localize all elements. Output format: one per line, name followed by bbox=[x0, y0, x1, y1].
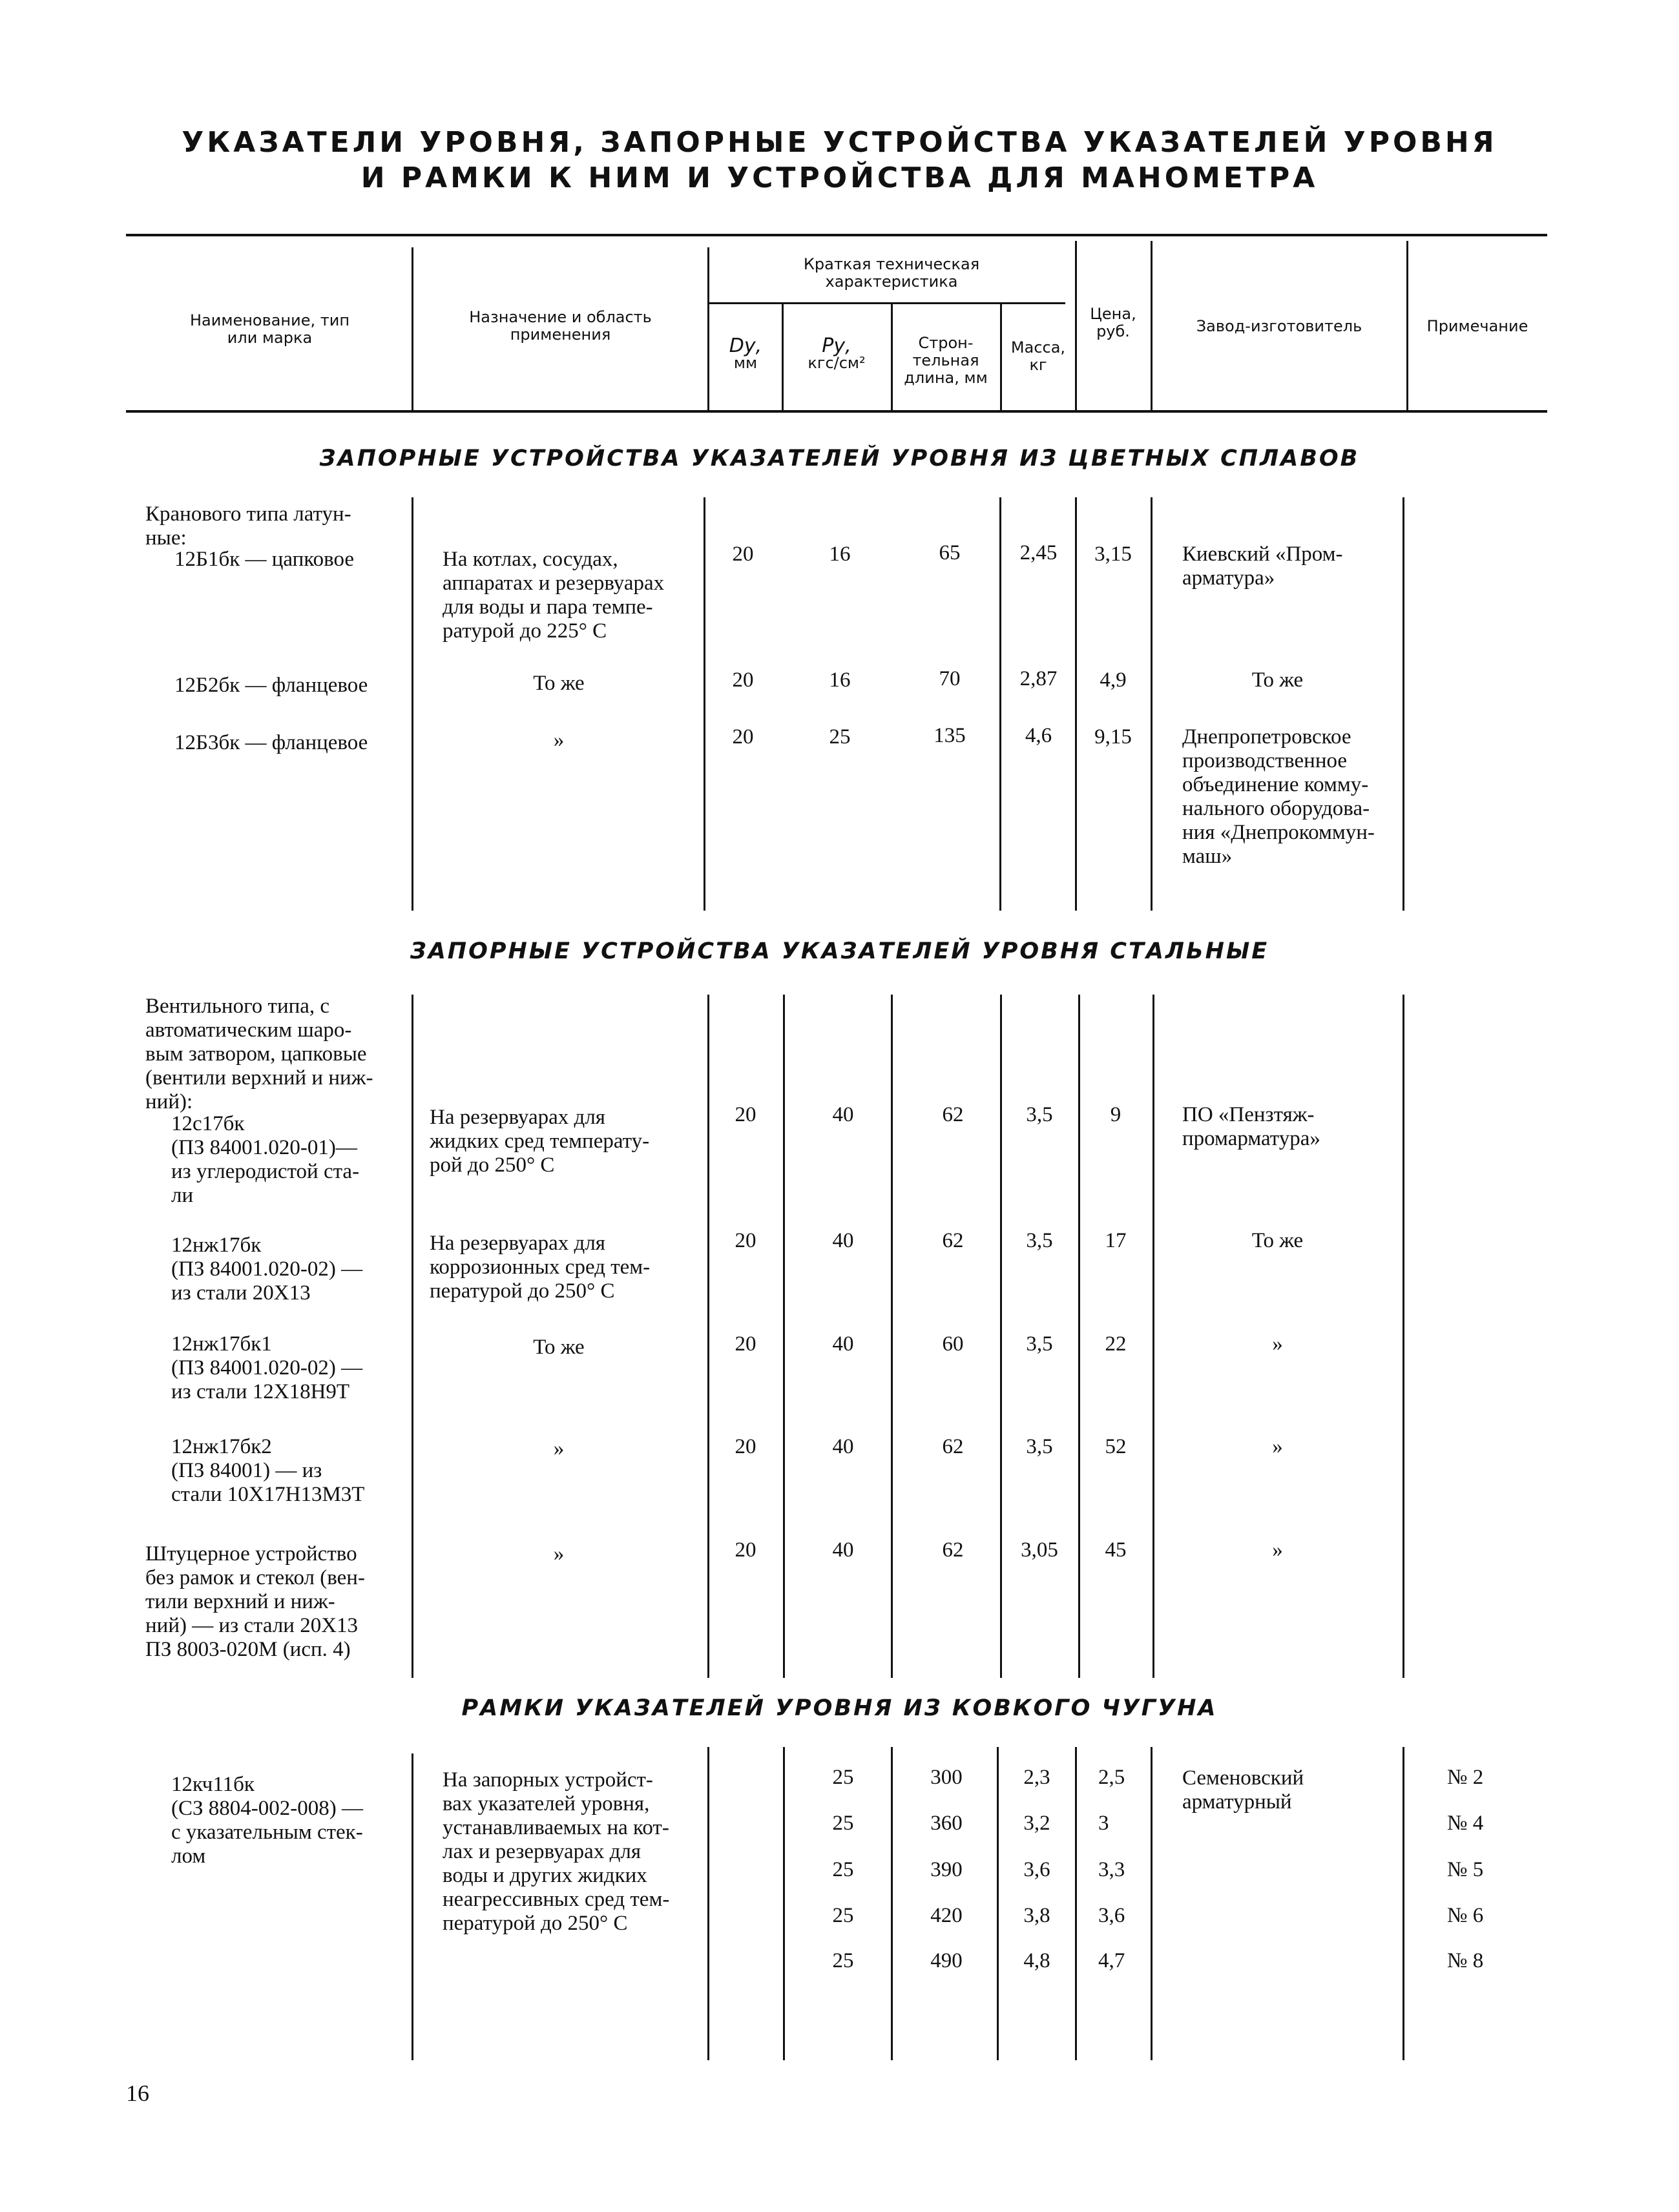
table-row-price: 45 bbox=[1105, 1538, 1127, 1562]
s3-vline-1 bbox=[412, 1753, 413, 2060]
table-row-price: 3,3 bbox=[1098, 1858, 1125, 1881]
table-row-length: 135 bbox=[933, 724, 966, 747]
table-row-name: 12нж17бк (ПЗ 84001.020-02) — из стали 20Х13 bbox=[171, 1234, 363, 1305]
table-row-py: 40 bbox=[832, 1229, 854, 1252]
table-row-price: 3,6 bbox=[1098, 1904, 1125, 1927]
header-dy: Dу, мм bbox=[729, 335, 762, 372]
table-row-py: 40 bbox=[832, 1332, 854, 1356]
header-vline-1 bbox=[412, 247, 413, 410]
table-row-length: 60 bbox=[942, 1332, 964, 1356]
table-row-mass: 3,5 bbox=[1026, 1332, 1053, 1356]
table-row-mass: 3,05 bbox=[1021, 1538, 1058, 1562]
header-note: Примечание bbox=[1426, 317, 1528, 335]
table-row-dy: 20 bbox=[732, 725, 754, 749]
s3-vline-2 bbox=[707, 1747, 709, 2060]
table-row-py: 16 bbox=[829, 668, 851, 692]
table-row-py: 40 bbox=[832, 1103, 854, 1126]
s3-vline-6 bbox=[1075, 1747, 1077, 2060]
page-number: 16 bbox=[126, 2080, 149, 2106]
table-row-length: 62 bbox=[942, 1435, 964, 1458]
table-row-mass: 2,87 bbox=[1019, 667, 1058, 690]
table-row-length: 420 bbox=[930, 1904, 963, 1927]
table-row-length: 65 bbox=[939, 541, 961, 564]
table-row-factory: » bbox=[1272, 1332, 1283, 1356]
table-row-dy: 20 bbox=[735, 1229, 756, 1252]
table-row-purpose: » bbox=[553, 1542, 565, 1566]
page-title-line1: УКАЗАТЕЛИ УРОВНЯ, ЗАПОРНЫЕ УСТРОЙСТВА УКАЗАТЕЛЕЙ УРОВНЯ bbox=[182, 126, 1497, 159]
header-py: Pу, кгс/см² bbox=[808, 335, 866, 372]
table-row-factory: ПО «Пензтяж- промарматура» bbox=[1182, 1103, 1320, 1150]
header-price: Цена, руб. bbox=[1090, 305, 1136, 340]
s2-vline-8 bbox=[1403, 995, 1404, 1678]
s2-vline-2 bbox=[707, 995, 709, 1678]
s1-vline-1 bbox=[412, 497, 413, 911]
table-row-mass: 3,5 bbox=[1026, 1103, 1053, 1126]
s2-vline-3 bbox=[783, 995, 785, 1678]
table-row-length: 62 bbox=[942, 1103, 964, 1126]
table-row-py: 25 bbox=[832, 1904, 854, 1927]
header-tech: Краткая техническая характеристика bbox=[803, 255, 980, 291]
table-row-note: № 5 bbox=[1447, 1858, 1484, 1881]
header-vline-4 bbox=[891, 304, 893, 410]
header-bottom-rule bbox=[126, 410, 1547, 413]
section-title-nonferrous: ЗАПОРНЫЕ УСТРОЙСТВА УКАЗАТЕЛЕЙ УРОВНЯ ИЗ ЦВЕТНЫХ СПЛАВОВ bbox=[319, 446, 1360, 471]
table-row-price: 9 bbox=[1110, 1103, 1121, 1126]
table-row-py: 40 bbox=[832, 1538, 854, 1562]
table-row-py: 16 bbox=[829, 543, 851, 566]
table-row-price: 4,9 bbox=[1100, 668, 1127, 692]
table-row-price: 2,5 bbox=[1098, 1766, 1125, 1789]
table-row-note: № 4 bbox=[1447, 1812, 1484, 1835]
table-row-purpose: » bbox=[553, 1437, 565, 1460]
table-row-dy: 20 bbox=[735, 1103, 756, 1126]
table-row-dy: 20 bbox=[735, 1538, 756, 1562]
header-vline-7 bbox=[1151, 241, 1152, 410]
table-row-py: 25 bbox=[832, 1812, 854, 1835]
s2-vline-7 bbox=[1152, 995, 1154, 1678]
page-title-line2: И РАМКИ К НИМ И УСТРОЙСТВА ДЛЯ МАНОМЕТРА bbox=[360, 161, 1319, 194]
table-row-py: 40 bbox=[832, 1435, 854, 1458]
table-row-dy: 20 bbox=[735, 1435, 756, 1458]
table-row-length: 360 bbox=[930, 1812, 963, 1835]
s1-vline-6 bbox=[1403, 497, 1404, 911]
tech-subheader-rule bbox=[709, 302, 1065, 304]
table-row-note: № 8 bbox=[1447, 1949, 1484, 1972]
table-row-factory: То же bbox=[1251, 668, 1304, 692]
s2-vline-4 bbox=[891, 995, 893, 1678]
table-row-mass: 3,5 bbox=[1026, 1229, 1053, 1252]
table-row-price: 52 bbox=[1105, 1435, 1127, 1458]
table-row-mass: 3,2 bbox=[1023, 1812, 1050, 1835]
table-row-purpose: На запорных устройст- вах указателей уровня, устанавливаемых на кот- лах и резервуарах для воды и других жидких неагрессивных сред тем- пературой до 250° С bbox=[443, 1768, 670, 1935]
header-vline-2 bbox=[707, 247, 709, 410]
table-row-factory: » bbox=[1272, 1435, 1283, 1458]
table-row-name: 12Б1бк — цапковое bbox=[174, 548, 355, 571]
s3-vline-8 bbox=[1403, 1747, 1404, 2060]
table-row-mass: 4,8 bbox=[1023, 1949, 1050, 1972]
table-row-mass: 3,5 bbox=[1026, 1435, 1053, 1458]
header-name: Наименование, тип или марка bbox=[189, 311, 350, 347]
s1-vline-5 bbox=[1151, 497, 1152, 911]
header-vline-8 bbox=[1406, 241, 1408, 410]
table-row-mass: 2,3 bbox=[1023, 1766, 1050, 1789]
table-row-py: 25 bbox=[832, 1766, 854, 1789]
s3-vline-7 bbox=[1151, 1747, 1152, 2060]
table-row-name: 12Б2бк — фланцевое bbox=[174, 674, 368, 697]
table-row-price: 22 bbox=[1105, 1332, 1127, 1356]
table-row-mass: 3,8 bbox=[1023, 1904, 1050, 1927]
header-purpose: Назначение и область применения bbox=[469, 308, 652, 344]
table-row-price: 9,15 bbox=[1094, 725, 1132, 749]
s3-vline-4 bbox=[891, 1747, 893, 2060]
table-row-factory: » bbox=[1272, 1538, 1283, 1562]
s3-vline-3 bbox=[783, 1747, 785, 2060]
s1-group-name: Кранового типа латун- ные: bbox=[145, 502, 351, 550]
table-row-mass: 3,6 bbox=[1023, 1858, 1050, 1881]
s1-vline-2 bbox=[704, 497, 705, 911]
section-title-steel: ЗАПОРНЫЕ УСТРОЙСТВА УКАЗАТЕЛЕЙ УРОВНЯ СТАЛЬНЫЕ bbox=[410, 938, 1269, 964]
table-row-note: № 2 bbox=[1447, 1766, 1484, 1789]
s2-group-name: Вентильного типа, с автоматическим шаро- вым затвором, цапковые (вентили верхний и ниж- ний): bbox=[145, 995, 373, 1113]
table-row-py: 25 bbox=[832, 1858, 854, 1881]
table-row-dy: 20 bbox=[732, 668, 754, 692]
table-row-length: 62 bbox=[942, 1229, 964, 1252]
table-row-price: 3 bbox=[1098, 1812, 1109, 1835]
table-row-name: 12кч11бк (СЗ 8804-002-008) — с указательным стек- лом bbox=[171, 1773, 363, 1868]
header-vline-3 bbox=[782, 304, 784, 410]
table-row-name: 12с17бк (ПЗ 84001.020-01)— из углеродистой ста- ли bbox=[171, 1112, 360, 1207]
header-length: Строн- тельная длина, мм bbox=[904, 334, 988, 387]
section-title-cast-iron-frames: РАМКИ УКАЗАТЕЛЕЙ УРОВНЯ ИЗ КОВКОГО ЧУГУНА bbox=[461, 1695, 1218, 1721]
table-row-factory: Днепропетровское производственное объединение комму- нального оборудова- ния «Днепрокоммун- маш» bbox=[1182, 725, 1375, 868]
table-row-dy: 20 bbox=[732, 543, 754, 566]
table-row-price: 4,7 bbox=[1098, 1949, 1125, 1972]
s3-vline-5 bbox=[997, 1747, 999, 2060]
table-row-length: 62 bbox=[942, 1538, 964, 1562]
table-row-purpose: На резервуарах для жидких сред температу- рой до 250° С bbox=[430, 1106, 650, 1177]
table-row-note: № 6 bbox=[1447, 1904, 1484, 1927]
table-row-length: 390 bbox=[930, 1858, 963, 1881]
header-factory: Завод-изготовитель bbox=[1196, 317, 1362, 335]
table-row-name: Штуцерное устройство без рамок и стекол (вен- тили верхний и ниж- ний) — из стали 20Х13 ПЗ 8003-020М (исп. 4) bbox=[145, 1542, 365, 1661]
table-row-py: 25 bbox=[832, 1949, 854, 1972]
table-row-purpose: » bbox=[553, 729, 565, 752]
table-row-purpose: На котлах, сосудах, аппаратах и резервуарах для воды и пара темпе- ратурой до 225° С bbox=[443, 548, 665, 643]
table-row-length: 70 bbox=[939, 667, 961, 690]
table-row-name: 12нж17бк2 (ПЗ 84001) — из стали 10Х17Н13М3Т bbox=[171, 1435, 365, 1506]
table-row-name: 12Б3бк — фланцевое bbox=[174, 731, 368, 754]
table-row-factory: Киевский «Пром- арматура» bbox=[1182, 543, 1343, 590]
header-mass: Масса, кг bbox=[1010, 338, 1066, 374]
table-row-purpose: То же bbox=[533, 672, 585, 695]
table-row-price: 17 bbox=[1105, 1229, 1127, 1252]
table-row-factory: Семеновский арматурный bbox=[1182, 1766, 1304, 1814]
table-row-mass: 4,6 bbox=[1025, 724, 1052, 747]
table-row-name: 12нж17бк1 (ПЗ 84001.020-02) — из стали 12Х18Н9Т bbox=[171, 1332, 363, 1403]
s2-vline-1 bbox=[412, 995, 413, 1678]
table-row-length: 300 bbox=[930, 1766, 963, 1789]
table-row-dy: 20 bbox=[735, 1332, 756, 1356]
header-top-rule bbox=[126, 234, 1547, 236]
table-row-price: 3,15 bbox=[1094, 543, 1132, 566]
table-row-mass: 2,45 bbox=[1019, 541, 1058, 564]
s1-vline-4 bbox=[1075, 497, 1077, 911]
table-row-length: 490 bbox=[930, 1949, 963, 1972]
header-vline-6 bbox=[1075, 241, 1077, 410]
table-row-purpose: То же bbox=[533, 1336, 585, 1359]
table-row-purpose: На резервуарах для коррозионных сред тем- пературой до 250° С bbox=[430, 1232, 651, 1303]
table-row-py: 25 bbox=[829, 725, 851, 749]
s2-vline-5 bbox=[1000, 995, 1002, 1678]
table-row-factory: То же bbox=[1251, 1229, 1304, 1252]
s1-vline-3 bbox=[999, 497, 1001, 911]
